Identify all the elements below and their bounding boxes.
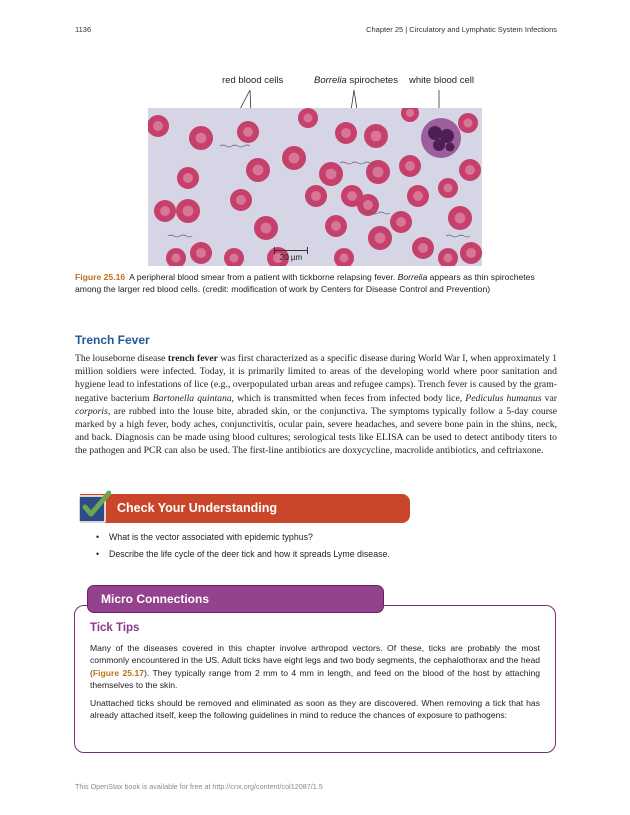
scale-bar-line [274, 250, 308, 251]
list-item: • What is the vector associated with epidemic typhus? [96, 532, 546, 543]
species-name: corporis [75, 405, 108, 417]
tick-tips-heading: Tick Tips [90, 622, 140, 634]
chapter-header: Chapter 25 | Circulatory and Lymphatic System Infections [366, 25, 557, 34]
body-text: was first characterized as a specific disease during World War I, when approximately 1 million soldiers were infected. Today, it is primarily limited to areas of the developing world where poor sanitation and hygiene lead to infestations of lice (e.g., overpopulated urban areas and refugee camps). Trench fever is caused by the gram-negative bacterium [75, 353, 558, 404]
micro-paragraph-1 [90, 642, 540, 691]
label-spirochetes: spirochetes [346, 75, 398, 86]
red-blood-cell-center [243, 127, 253, 137]
red-blood-cell-center [466, 248, 476, 258]
section-title: Trench Fever [75, 333, 150, 347]
red-blood-cell-center [196, 133, 207, 144]
red-blood-cell-center [464, 119, 473, 128]
red-blood-cell-center [413, 191, 423, 201]
label-borrelia-spirochetes [314, 75, 398, 86]
red-blood-cell-center [375, 233, 386, 244]
red-blood-cell-center [347, 191, 357, 201]
red-blood-cell-center [373, 167, 384, 178]
red-blood-cell-center [253, 165, 264, 176]
red-blood-cell-center [444, 254, 453, 263]
caption-text: A peripheral blood smear from a patient with tickborne relapsing fever. [129, 272, 398, 282]
red-blood-cell-center [405, 161, 415, 171]
label-borrelia-italic: Borrelia [314, 75, 347, 86]
red-blood-cell-center [444, 184, 453, 193]
body-text: The louseborne disease [75, 353, 168, 364]
micro-text: Many of the diseases covered in this chapter involve arthropod vectors. Of these, ticks are probably the most commonly encountered in the US. Adult ticks have eight legs and two body segments, the cephalothorax and the head ( [90, 643, 540, 678]
red-blood-cell-center [341, 128, 351, 138]
blood-smear-micrograph [148, 108, 482, 266]
red-blood-cell-center [172, 254, 181, 263]
body-text: , are rubbed into the louse bite, abraded skin, or the conjunctiva. The symptoms typically follow a 5-day course marked by a high fever, body aches, conjunctivitis, ocular pain, severe headaches, and severe bone pain in the shins, neck, and back. Diagnosis can be made using blood cultures; serological tests like ELISA can be used to detect antibody titers to the pathogen and PCR can also be used. The first-line antibiotics are doxycycline, macrolide antibiotics, and ceftriaxone. [75, 405, 557, 457]
red-blood-cell-center [261, 223, 272, 234]
micro-text: ). They typically range from 2 mm to 4 mm in length, and feed on the blood of the host by attaching themselves to the skin. [90, 667, 540, 690]
body-text: var [541, 392, 557, 404]
label-white-blood-cell: white blood cell [409, 75, 474, 86]
red-blood-cell-center [311, 191, 321, 201]
figure-labels [0, 75, 630, 89]
red-blood-cell-center [331, 221, 341, 231]
red-blood-cell-center [230, 254, 239, 263]
caption-text: appears as thin spirochetes among the larger red blood cells. (credit: modification of work by Centers for Disease Control and Prevention) [75, 272, 535, 294]
check-understanding-title: Check Your Understanding [117, 501, 277, 515]
caption-italic: Borrelia [397, 272, 428, 282]
figure-reference-link[interactable]: Figure 25.17 [92, 667, 145, 678]
red-blood-cell-center [371, 131, 382, 142]
footer-note: This OpenStax book is available for free at http://cnx.org/content/col12087/1.5 [75, 782, 323, 791]
body-text: , which is transmitted when feces from infected body lice, [231, 392, 466, 404]
figure-caption [75, 272, 557, 295]
red-blood-cell-center [236, 195, 246, 205]
species-name: Pediculus humanus [465, 392, 542, 404]
red-blood-cell-center [363, 200, 373, 210]
micro-paragraph-2: Unattached ticks should be removed and eliminated as soon as they are discovered. When removing a tick that has already attached itself, keep the following guidelines in mind to reduce the chances of exposure to pathogens: [90, 698, 540, 721]
red-blood-cell-center [465, 165, 475, 175]
red-blood-cell-center [396, 217, 406, 227]
check-understanding-bar [80, 494, 410, 523]
micro-connections-title: Micro Connections [101, 592, 210, 606]
red-blood-cell-center [326, 169, 337, 180]
red-blood-cell-center [406, 109, 414, 117]
red-blood-cell-center [340, 254, 349, 263]
red-blood-cell-center [455, 213, 466, 224]
wbc-nucleus-lobe [446, 143, 455, 152]
key-term: trench fever [167, 353, 218, 364]
white-blood-cell [421, 118, 461, 158]
red-blood-cell-center [153, 121, 163, 131]
list-item: • Describe the life cycle of the deer tick and how it spreads Lyme disease. [96, 549, 546, 560]
scale-bar-label: 20 µm [279, 253, 303, 262]
check-understanding-list [96, 532, 546, 566]
red-blood-cell-center [289, 153, 300, 164]
page-number: 1136 [75, 25, 92, 34]
checkbox-check-icon [77, 490, 111, 524]
species-name: Bartonella quintana [152, 392, 232, 404]
red-blood-cell-center [160, 206, 170, 216]
red-blood-cell-center [196, 248, 206, 258]
wbc-nucleus-lobe [428, 126, 442, 140]
label-red-blood-cells: red blood cells [222, 75, 284, 86]
wbc-nucleus-lobe [433, 139, 445, 151]
red-blood-cell-center [418, 243, 428, 253]
red-blood-cell-center [304, 114, 313, 123]
body-paragraph [75, 352, 557, 458]
red-blood-cell-center [183, 206, 194, 217]
figure-number: Figure 25.16 [75, 272, 126, 282]
red-blood-cell-center [183, 173, 193, 183]
micro-connections-tab [87, 585, 384, 613]
scale-bar [270, 247, 312, 263]
